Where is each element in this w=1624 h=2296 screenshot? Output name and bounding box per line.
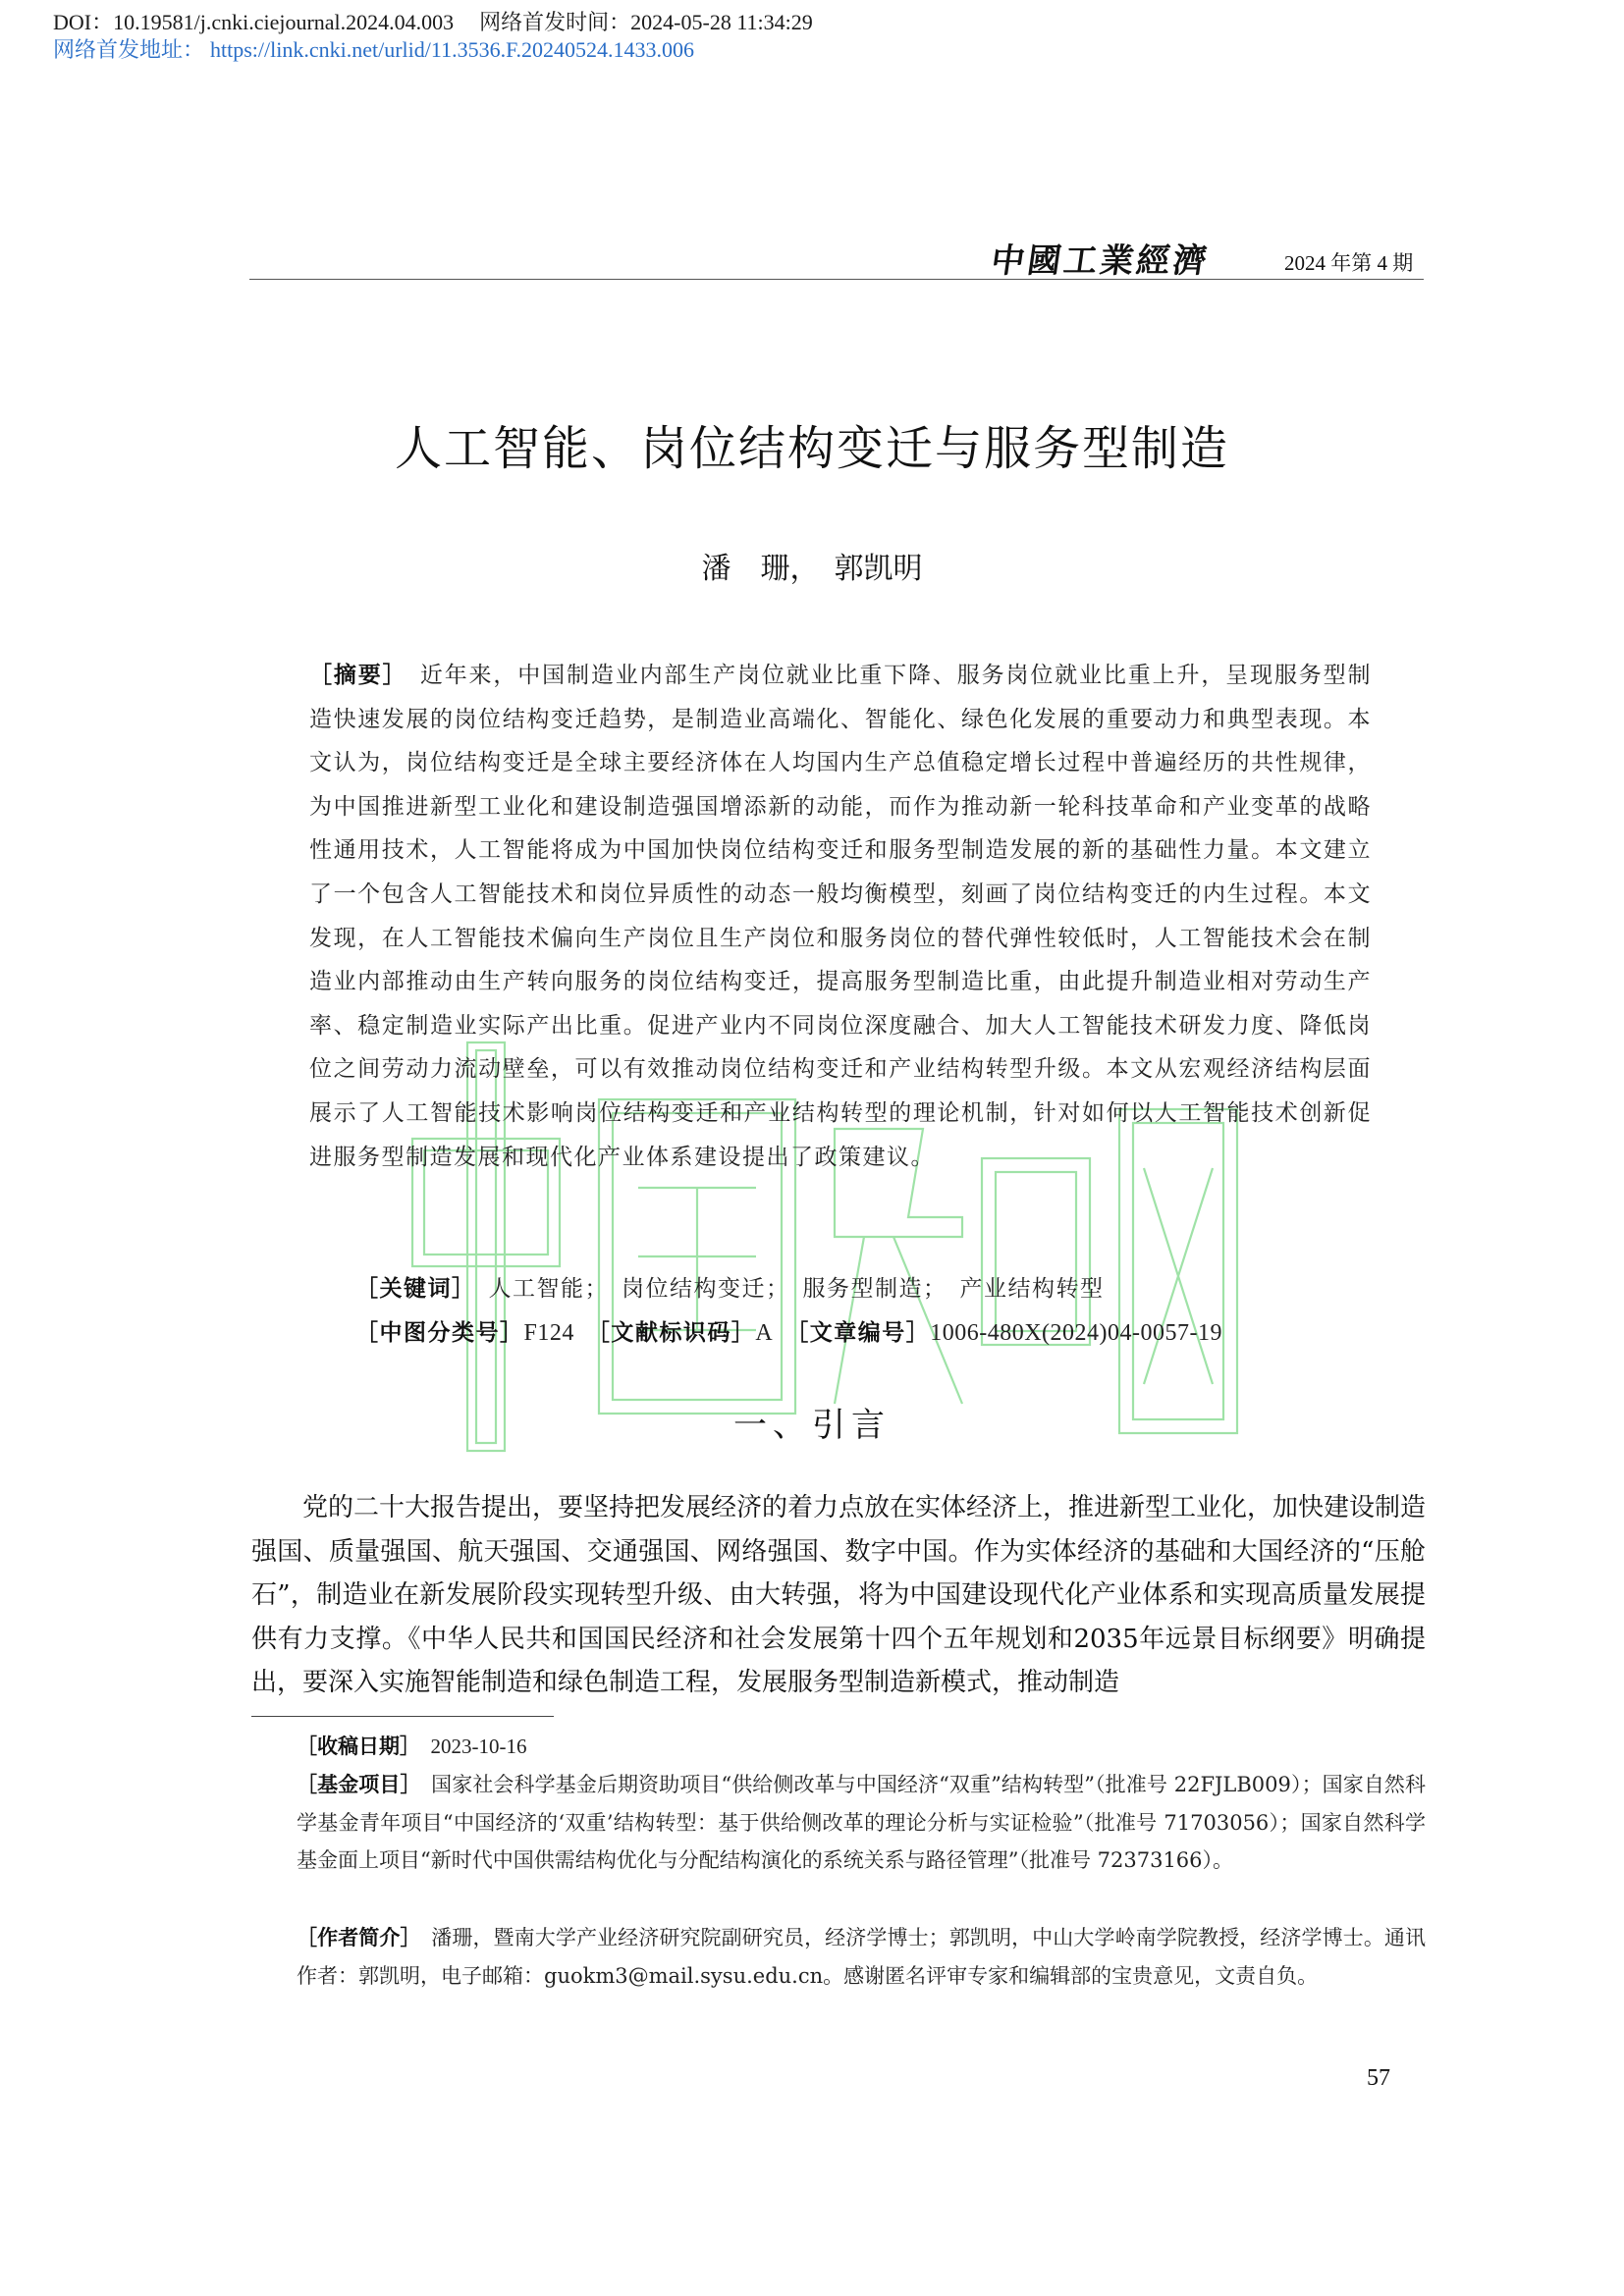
doc-code-label: ［文献标识码］ bbox=[598, 1320, 756, 1346]
doi: DOI：10.19581/j.cnki.ciejournal.2024.04.003 bbox=[53, 10, 455, 34]
classification-row bbox=[355, 1314, 1222, 1347]
received-label: ［收稿日期］ bbox=[297, 1735, 410, 1758]
clc-value: F124 bbox=[523, 1320, 574, 1346]
footnote-rule bbox=[251, 1716, 554, 1717]
online-publish-time: 网络首发时间：2024-05-28 11:34:29 bbox=[479, 10, 813, 34]
doc-code-value: A bbox=[755, 1320, 774, 1346]
online-address-label: 网络首发地址： bbox=[53, 37, 205, 62]
article-number-value: 1006-480X(2024)04-0057-19 bbox=[930, 1320, 1222, 1346]
article-number-label: ［文章编号］ bbox=[796, 1320, 931, 1346]
abstract-label: ［摘要］ bbox=[309, 663, 396, 688]
abstract bbox=[309, 654, 1372, 1179]
section-heading: 一、引言 bbox=[733, 1406, 891, 1445]
article-authors: 潘 珊， 郭凯明 bbox=[701, 552, 923, 586]
page-number: 57 bbox=[1367, 2065, 1390, 2091]
body-paragraph: 党的二十大报告提出，要坚持把发展经济的着力点放在实体经济上，推进新型工业化，加快建设制造强国、质量强国、航天强国、交通强国、网络强国、数字中国。作为实体经济的基础和大国经济的“压舱石”，制造业在新发展阶段实现转型升级、由大转强，将为中国建设现代化产业体系和实现高质量发展提供有力支撑。《中华人民共和国国民经济和社会发展第十四个五年规划和2035年远景目标纲要》明确提出，要深入实施智能制造和绿色制造工程，发展服务型制造新模式，推动制造 bbox=[251, 1493, 1427, 1698]
fund-label: ［基金项目］ bbox=[297, 1773, 411, 1796]
footnote-fund bbox=[297, 1766, 1426, 1880]
footnote-author bbox=[297, 1919, 1426, 1995]
journal-name: 中國工業經濟 bbox=[988, 241, 1213, 281]
received-date: 2023-10-16 bbox=[430, 1735, 527, 1758]
author-bio-label: ［作者简介］ bbox=[297, 1926, 411, 1949]
header-rule bbox=[249, 279, 1424, 280]
keywords-text: 人工智能； 岗位结构变迁； 服务型制造； 产业结构转型 bbox=[488, 1276, 1105, 1302]
abstract-text: 近年来，中国制造业内部生产岗位就业比重下降、服务岗位就业比重上升，呈现服务型制造快速发展的岗位结构变迁趋势，是制造业高端化、智能化、绿色化发展的重要动力和典型表现。本文认为，岗位结构变迁是全球主要经济体在人均国内生产总值稳定增长过程中普遍经历的共性规律，为中国推进新型工业化和建设制造强国增添新的动能，而作为推动新一轮科技革命和产业变革的战略性通用技术，人工智能将成为中国加快岗位结构变迁和服务型制造发展的新的基础性力量。本文建立了一个包含人工智能技术和岗位异质性的动态一般均衡模型，刻画了岗位结构变迁的内生过程。本文发现，在人工智能技术偏向生产岗位且生产岗位和服务岗位的替代弹性较低时，人工智能技术会在制造业内部推动由生产转向服务的岗位结构变迁，提高服务型制造比重，由此提升制造业相对劳动生产率、稳定制造业实际产出比重。促进产业内不同岗位深度融合、加大人工智能技术研发力度、降低岗位之间劳动力流动壁垒，可以有效推动岗位结构变迁和产业结构转型升级。本文从宏观经济结构层面展示了人工智能技术影响岗位结构变迁和产业结构转型的理论机制，针对如何以人工智能技术创新促进服务型制造发展和现代化产业体系建设提出了政策建议。 bbox=[309, 663, 1373, 1170]
keywords-row bbox=[355, 1270, 1105, 1303]
cnki-header-line2 bbox=[53, 33, 694, 64]
cnki-header-line1 bbox=[53, 6, 813, 36]
article-title: 人工智能、岗位结构变迁与服务型制造 bbox=[394, 421, 1229, 476]
footnote-received bbox=[297, 1728, 1426, 1766]
clc-label: ［中图分类号］ bbox=[355, 1320, 524, 1346]
online-address-link[interactable]: https://link.cnki.net/urlid/11.3536.F.20240524.1433.006 bbox=[210, 37, 695, 62]
journal-issue: 2024 年第 4 期 bbox=[1284, 251, 1414, 275]
author-bio-text: 潘珊，暨南大学产业经济研究院副研究员，经济学博士；郭凯明，中山大学岭南学院教授，经济学博士。通讯作者：郭凯明，电子邮箱：guokm3@mail.sysu.edu.cn。感谢匿名评审专家和编辑部的宝贵意见，文责自负。 bbox=[297, 1926, 1427, 1988]
keywords-label: ［关键词］ bbox=[355, 1276, 464, 1302]
fund-text: 国家社会科学基金后期资助项目“供给侧改革与中国经济“双重”结构转型”（批准号 22FJLB009）；国家自然科学基金青年项目“中国经济的‘双重’结构转型：基于供给侧改革的理论分析与实证检验”（批准号 71703056）；国家自然科学基金面上项目“新时代中国供需结构优化与分配结构演化的系统关系与路径管理”（批准号 72373166）。 bbox=[297, 1773, 1427, 1873]
